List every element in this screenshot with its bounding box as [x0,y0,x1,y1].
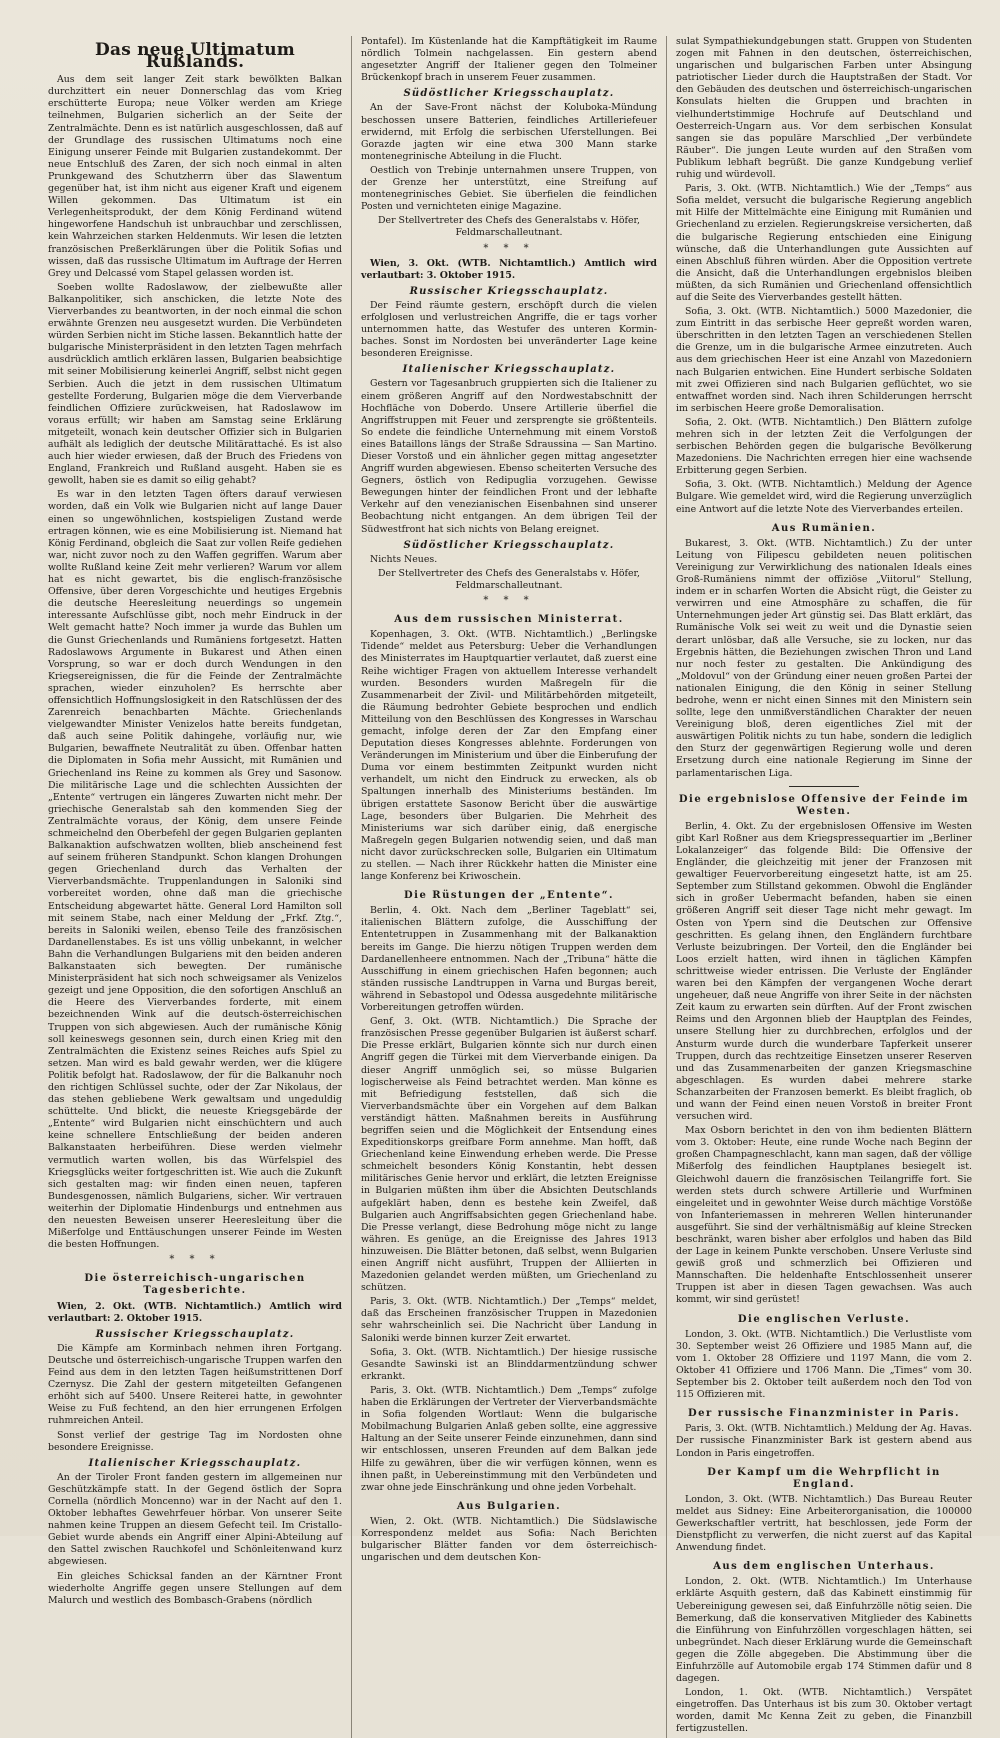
section-title: Der Kampf um die Wehrpflicht in England. [707,1466,941,1490]
paragraph: Sofia, 3. Okt. (WTB. Nichtamtlich.) Meldung der Agence Bulgare. Wie gemeldet wird, wird die Regierung unverzüglich eine Antwort auf die letzte Note des Vierverbandes erteilen. [676,479,972,515]
column-1 [48,36,342,1738]
paragraph: Ein gleiches Schicksal fanden an der Kärntner Front wiederholte Angriffe gegen unsere Stellungen auf dem Malurch und westlich des Bombasch-Grabens (nördlich [48,1570,342,1606]
signature-line: Der Stellvertreter des Chefs des Generalstabs v. Höfer, Feldmarschalleutnant. [378,567,640,591]
divider [789,786,859,787]
subsection-title: Italienischer Kriegsschauplatz. [402,364,616,376]
paragraph: Genf, 3. Okt. (WTB. Nichtamtlich.) Die Sprache der französischen Presse gegenüber Bulgarien ist äußerst scharf. Die Presse erklärt, Bulgarien könnte sich nur durch einen Angriff gegen die Türkei mit dem Vierverbande einigen. Da dieser Angriff unmöglich sei, so müsse Bulgarien logischerweise als Feind betrachtet werden. Man könne es mit Befriedigung feststellen, daß sich die Vierverbandsmächte über ein Vorgehen auf dem Balkan verständigt hätten. Maßnahmen bereits in Ausführung begriffen seien und die Möglichkeit der Entsendung eines Expeditionskorps greifbare Form annehme. Man hofft, daß Griechenland keine Einwendung erheben werde. Die Presse schmeichelt besonders König Konstantin, hebt dessen militärisches Genie hervor und erklärt, die letzten Ereignisse in Bulgarien müßten ihm über die Absichten Deutschlands aufgeklärt haben, denn es bestehe kein Zweifel, daß Bulgarien auch Angriffsabsichten gegen Griechenland habe. Die Presse verlangt, diese Bedrohung möge nicht zu lange währen. Es genüge, an die Ereignisse des Jahres 1913 hinzuweisen. Die Blätter betonen, daß selbst, wenn Bulgarien einen Angriff nicht ausführt, Truppen der Alliierten in Mazedonien gelandet werden müßten, um Griechenland zu schützen. [361,1016,657,1294]
signature-line: Der Stellvertreter des Chefs des Generalstabs v. Höfer, Feldmarschalleutnant. [378,215,640,239]
subsection-title: Russischer Kriegsschauplatz. [409,285,609,297]
separator-stars: * * * [483,242,535,254]
paragraph: Der Feind räumte gestern, erschöpft durch die vielen erfolglosen und verlustreichen Angriffe, die er tags vorher unternommen hatte, das Westufer des unteren Kormin-baches. Sonst im Nordosten bei unveränderter Lage keine besonderen Ereignisse. [361,299,657,360]
section-title: Die Rüstungen der „Entente“. [403,890,614,902]
section-title: Der russische Finanzminister in Paris. [687,1408,961,1420]
main-headline: Das neue Ultimatum Rußlands. [95,40,295,73]
paragraph: Max Osborn berichtet in den von ihm bedienten Blättern vom 3. Oktober: Heute, eine runde Woche nach Beginn der großen Champagneschlacht, kann man sagen, daß der völlige Mißerfolg des feindlichen Hauptplanes besiegelt ist. Gleichwohl dauern die französischen Teilangriffe fort. Sie werden stets durch schwere Artillerie und Wurfminen eingeleitet und in gewohnter Weise durch mächtige Vorstöße von Infanteriemassen in mehreren Wellen hinterunander ausgeführt. Sie sind der verhältnismäßig auf kleine Strecken beschränkt, waren bisher aber erfolglos und haben das Bild der Lage in keinem Punkte verschoben. Unsere Verluste sind gewiß groß und schmerzlich bei Offizieren und Mannschaften. Die heldenhafte Entschlossenheit unserer Truppen ist aber in diesen Tagen gewachsen. Was auch kommt, wir sind gerüstet! [676,1125,972,1306]
section-title: Die englischen Verluste. [737,1313,911,1325]
subsection-title: Russischer Kriegsschauplatz. [95,1328,295,1340]
paragraph: Oestlich von Trebinje unternahmen unsere Truppen, von der Grenze her unterstützt, eine Streifung auf montenegrinisches Gebiet. Sie überfielen die feindlichen Posten und vernichteten einige Magazine. [361,164,657,213]
paragraph: Sofia, 3. Okt. (WTB. Nichtamtlich.) Der hiesige russische Gesandte Sawinski ist an Blinddarmentzündung schwer erkrankt. [361,1346,657,1382]
subsection-title: Südöstlicher Kriegsschauplatz. [403,539,615,551]
paragraph: Paris, 3. Okt. (WTB. Nichtamtlich.) Wie der „Temps“ aus Sofia meldet, versucht die bulgarische Regierung angeblich mit Hilfe der Mittelmächte eine Einigung mit Rumänien und Griechenland zu erzielen. Regierungskreise versicherten, daß die bulgarische Regierung entschieden eine Einigung wünsche, daß die Unterhandlungen gute Aussichten auf einen Abschluß führen würden. Aber die Opposition vertrete die Ansicht, daß die Unterhandlungen ergebnislos bleiben müßten, da sich Rumänien und Griechenland offensichtlich auf die Seite des Vierverbandes gestellt hätten. [676,183,972,303]
paragraph: Sofia, 2. Okt. (WTB. Nichtamtlich.) Den Blättern zufolge mehren sich in der letzten Zeit die Verfolgungen der serbischen Behörden gegen die bulgarische Bevölkerung Mazedoniens. Die Nachrichten erregen hier eine wachsende Erbitterung gegen Serbien. [676,416,972,477]
subsection-title: Südöstlicher Kriegsschauplatz. [403,88,615,100]
paragraph: Sofia, 3. Okt. (WTB. Nichtamtlich.) 5000 Mazedonier, die zum Eintritt in das serbische Heer gepreßt worden waren, überschritten in den letzten Tagen an verschiedenen Stellen die Grenze, um in die bulgarische Armee einzutreten. Auch aus dem griechischen Heer ist eine Anzahl von Mazedoniern nach Bulgarien entwichen. Eine Hundert serbische Soldaten mit zwei Offizieren sind nach Bulgarien geflüchtet, wo sie entwaffnet worden sind. Nach ihren Schilderungen herrscht im serbischen Heere große Demoralisation. [676,306,972,414]
subsection-title: Italienischer Kriegsschauplatz. [88,1457,302,1469]
column-layout [48,36,978,1735]
paragraph: An der Tiroler Front fanden gestern im allgemeinen nur Geschützkämpfe statt. In der Gegend östlich der Sopra Cornella (nördlich Moncenno) war in der Nacht auf den 1. Oktober lebhaftes Gewehrfeuer hörbar. Von unserer Seite nahmen keine Truppen an diesem Gefecht teil. Im Cristallo-Gebiet wurde abends ein Angriff einer Alpini-Abteilung auf den Sattel zwischen Rauchkofel und Schönleitenwand kurz abgewiesen. [48,1471,342,1568]
paragraph: London, 1. Okt. (WTB. Nichtamtlich.) Verspätet eingetroffen. Das Unterhaus ist bis zum 30. Oktober vertagt worden, damit Mc Kenna Zeit zu geben, die Finanzbill fertigzustellen. [676,1687,972,1735]
column-rule [666,36,667,1738]
dateline: Wien, 2. Okt. (WTB. Nichtamtlich.) Amtlich wird verlautbart: 2. Oktober 1915. [48,1300,342,1324]
section-title: Aus Rumänien. [771,522,877,534]
section-title: Die österreichisch-ungarischen Tagesberichte. [84,1273,306,1297]
section-title: Aus dem englischen Unterhaus. [713,1561,935,1573]
column-3 [676,36,972,1738]
paragraph: London, 2. Okt. (WTB. Nichtamtlich.) Im Unterhause erklärte Asquith gestern, daß das Kabinett einstimmig für Uebereinigung gewesen sei, daß Einfuhrzölle nötig seien. Die Bemerkung, daß die konservativen Mitglieder des Kabinetts die Einführung von Einfuhrzöllen vorgeschlagen hätten, sei unbegründet. Nach dieser Erklärung wurde die Gemeinschaft gegen die Zölle abgegeben. Die Abstimmung über die Einfuhrzölle auf Automobile ergab 174 Stimmen dafür und 8 dagegen. [676,1576,972,1685]
section-title: Aus dem russischen Ministerrat. [394,614,624,626]
paragraph: Nichts Neues. [370,553,438,565]
paragraph: Paris, 3. Okt. (WTB. Nichtamtlich.) Der „Temps“ meldet, daß das Erscheinen französischer Truppen in Mazedonien sehr wahrscheinlich sei. Die Nachricht über Landung in Saloniki werde binnen kurzer Zeit erwartet. [361,1296,657,1344]
paragraph: Pontafel). Im Küstenlande hat die Kampftätigkeit im Raume nördlich Tolmein nachgelassen. Ein gestern abend angesetzter Angriff der Italiener gegen den Tolmeiner Brückenkopf brach in unserem Feuer zusammen. [361,36,657,84]
paragraph: Kopenhagen, 3. Okt. (WTB. Nichtamtlich.) „Berlingske Tidende“ meldet aus Petersburg: Ueber die Verhandlungen des Ministerrates im Hauptquartier verlautet, daß zuerst eine Reihe wichtiger Fragen von aktuellem Interesse verhandelt wurden. Besonders wurden Maßregeln für die Zusammenarbeit der Zivil- und Militärbehörden mitgeteilt, die Räumung bedrohter Gebiete besprochen und endlich Mitteilung von den Beschlüssen des Kongresses in Warschau gemacht, infolge deren der Zar den Empfang einer Deputation dieses Kongresses ablehnte. Forderungen von Veränderungen im Ministerium und über die Einberufung der Duma vor einem bestimmten Zeitpunkt wurden nicht verhandelt, um nicht den Eindruck zu erwecken, als ob Spaltungen innerhalb des Ministeriums beständen. Im übrigen erstattete Sasonow Bericht über die auswärtige Lage, besonders über Bulgarien. Die Mehrheit des Ministeriums war sich darüber einig, daß energische Maßregeln gegen Bulgarien notwendig seien, und daß man nicht davor zurückschrecken solle, Bulgarien ein Ultimatum zu stellen. — Nach ihrer Rückkehr hatten die Minister eine lange Konferenz bei Kriwoschein. [361,629,657,883]
paragraph: London, 3. Okt. (WTB. Nichtamtlich.) Die Verlustliste vom 30. September weist 26 Offiziere und 1985 Mann auf, die vom 1. Oktober 28 Offiziere und 1197 Mann, die vom 2. Oktober 41 Offiziere und 1706 Mann. Die „Times“ vom 30. September bis 2. Oktober teilt außerdem noch den Tod von 115 Offizieren mit. [676,1328,972,1401]
section-title: Aus Bulgarien. [456,1500,562,1512]
separator-stars: * * * [169,1254,221,1266]
section-title: Die ergebnislose Offensive der Feinde im Westen. [678,793,970,817]
paragraph: sulat Sympathiekundgebungen statt. Gruppen von Studenten zogen mit Fahnen in den deutschen, österreichischen, ungarischen und bulgarischen Farben unter Absingung patriotischer Lieder durch die Hauptstraßen der Stadt. Vor den Gebäuden des deutschen und österreichisch-ungarischen Konsulats hielten die Gruppen und brachten in vielhundertstimmige Hochrufe auf Deutschland und Oesterreich-Ungarn aus. Vor dem serbischen Konsulat sangen sie das populäre Marschlied „Der verbündete Räuber“. Die jungen Leute wurden auf den Straßen vom Publikum lebhaft begrüßt. Die ganze Kundgebung verlief ruhig und würdevoll. [676,36,972,181]
paragraph: Gestern vor Tagesanbruch gruppierten sich die Italiener zu einem größeren Angriff auf den Nordwestabschnitt der Hochfläche von Doberdo. Unsere Artillerie überfiel die Angriffstruppen mit Feuer und zersprengte sie größtenteils. So endete die feindliche Unternehmung mit einem Vorstoß eines Bataillons längs der Straße Sdraussina — San Martino. Dieser Vorstoß und ein ähnlicher gegen mittag angesetzter Angriff wurden abgewiesen. Ebenso scheiterten Versuche des Gegners, östlich von Redipuglia vorzugehen. Gewisse Bewegungen hinter der feindlichen Front und der lebhafte Verkehr auf den venezianischen Eisenbahnen sind unserer Beobachtung nicht entgangen. An dem übrigen Teil der Südwestfront hat sich nichts von Belang ereignet. [361,378,657,535]
paragraph: Aus dem seit langer Zeit stark bewölkten Balkan durchzittert ein neuer Donnerschlag das vom Krieg erschütterte Europa; neue Völker werden am Kriege teilnehmen, Bulgarien sicherlich an der Seite der Zentralmächte. Denn es ist natürlich ausgeschlossen, daß auf der Grundlage des russischen Ultimatums noch eine Einigung unserer Feinde mit Bulgarien zustandekommt. Der neue Entschluß des Zaren, der sich noch einmal in alten Prunkgewand des Schutzherrn über das Slawentum gegenüber hat, ist ihm nicht aus eigener Kraft und eigenem Willen gekommen. Das Ultimatum ist ein Verlegenheitsprodukt, der dem König Ferdinand wütend hingeworfene Handschuh ist unbrauchbar und zerschlissen, kein Wahrzeichen starken Heldenmuts. Wir lesen die letzten französischen Preßerklärungen über die Politik Sofias und wissen, daß das russische Ultimatum im Auftrage der Herren Grey und Delcassé vom Stapel gelassen worden ist. [48,74,343,279]
paragraph: Paris, 3. Okt. (WTB. Nichtamtlich.) Meldung der Ag. Havas. Der russische Finanzminister Bark ist gestern abend aus London in Paris eingetroffen. [676,1423,972,1459]
column-rule [351,36,352,1738]
paragraph: Die Kämpfe am Korminbach nehmen ihren Fortgang. Deutsche und österreichisch-ungarische Truppen warfen den Feind aus dem in den letzten Tagen heißumstrittenen Dorf Czernysz. Die Zahl der gestern mitgeteilten Gefangenen erhöht sich auf 5400. Unsere Reiterei hatte, in gewohnter Weise zu Fuß fechtend, an den hier errungenen Erfolgen ruhmreichen Anteil. [48,1342,342,1427]
paragraph: London, 3. Okt. (WTB. Nichtamtlich.) Das Bureau Reuter meldet aus Sidney: Eine Arbeiterorganisation, die 100000 Gewerkschaftler vertritt, hat beschlossen, jede Form der Dienstpflicht zu verwerfen, die nicht zuerst auf das Kapital Anwendung findet. [676,1493,972,1554]
column-2 [361,36,657,1738]
paragraph: Sonst verlief der gestrige Tag im Nordosten ohne besondere Ereignisse. [48,1429,342,1453]
paragraph: Es war in den letzten Tagen öfters darauf verwiesen worden, daß ein Volk wie Bulgarien nicht auf lange Dauer einen so ungewöhnlichen, kostspieligen Zustand werde ertragen können, wie es eine Mobilisierung ist. Niemand hat König Ferdinand, obgleich die Saat zur vollen Reife gediehen war, nicht zuvor noch zu den Waffen gegriffen. Warum aber wollte Rußland keine Zeit mehr verlieren? Warum vor allem hat es nicht gewartet, bis die englisch-französische Offensive, über deren Vorgeschichte und heutiges Ergebnis die deutsche Heeresleitung neuerdings so ungemein interessante Aufschlüsse gibt, noch mehr Eindruck in der Welt gemacht hatte? Noch immer ja wurde das Buhlen um die Gunst Griechenlands und Rumäniens fortgesetzt. Hatten Radoslawows Argumente in Bukarest und Athen einen Vorsprung, so war er doch durch Wendungen in den Kriegsereignissen, die für die Feinde der Zentralmächte sprachen, wieder einzuholen? Es herrschte aber offensichtlich Hoffnungslosigkeit in den Ratschlüssen der des Zarenreich benachbarten Mächte. Griechenlands vielgewandter Minister Venizelos hatte bereits fundgetan, daß auch seine Politik dahingehe, vorläufig nur, wie Bulgarien, bewaffnete Neutralität zu üben. Offenbar hatten die Diplomaten in Sofia mehr Aussicht, mit Rumänien und Griechenland ins Reine zu kommen als Grey und Sasonow. Die militärische Lage und die schlechten Aussichten der „Entente“ vertrugen ein längeres Zuwarten nicht mehr. Der griechische Generalstab sah den kommenden Sieg der Zentralmächte voraus, der König, dem unsere Feinde schmeichelnd den Oberbefehl der gegen Bulgarien geplanten Balkanaktion aufschwatzen wollten, blieb anscheinend fest auf seinem früheren Standpunkt. Schon klangen Drohungen gegen Griechenland durch das Verhalten der Vierverbandsmächte. Truppenlandungen in Saloniki sind vorbereitet worden, ohne daß man die griechische Entscheidung abgewartet hätte. General Lord Hamilton soll mit seinem Stabe, nach einer Meldung der „Frkf. Ztg.“, bereits in Saloniki weilen, ebenso Teile des französischen Dardanellenstabes. Es ist uns völlig unbekannt, in welcher Bahn die Verhandlungen Bulgariens mit den beiden anderen Balkanstaaten sich bewegten. Der rumänische Ministerpräsident hat sich noch schweigsamer als Venizelos gezeigt und jene Opposition, die den sofortigen Anschluß an die Heere des Vierverbandes forderte, mit einem bezeichnenden Wink auf die deutsch-österreichischen Truppen von sich abgewiesen. Auch der rumänische König soll keineswegs gesonnen sein, durch einen Krieg mit den Zentralmächten die Existenz seines Reiches aufs Spiel zu setzen. Man wird es bald gewahr werden, wer die klügere Politik befolgt hat. Radoslawow, der für die Balkanuhr noch den richtigen Schlüssel suchte, oder der Zar Nikolaus, der das stehen gebliebene Werk gewaltsam und ungeduldig schüttelte. Und blickt, die neueste Kriegsgebärde der „Entente“ wird Bulgarien nicht einschüchtern und auch keine schnellere Entschließung der beiden anderen Balkanstaaten herbeiführen. Diese werden vielmehr vermutlich warten wollen, bis das Würfelspiel des Kriegsglücks weiter fortgeschritten ist. Wie auch die Zukunft sich gestalten mag: wir finden einen neuen, tapferen Bundesgenossen, nämlich Bulgariens, sicher. Wir vertrauen weiterhin der Diplomatie Hindenburgs und entnehmen aus den neuesten Beweisen unserer Heeresleitung über die Mißerfolge und Enttäuschungen unserer Feinde im Westen die besten Hoffnungen. [48,489,342,1251]
paragraph: Bukarest, 3. Okt. (WTB. Nichtamtlich.) Zu der unter Leitung von Filipescu gebildeten neuen politischen Vereinigung zur Verwirklichung des nationalen Ideals eines Groß-Rumäniens nimmt der offiziöse „Viitorul“ Stellung, indem er in scharfen Worten die Absicht rügt, die Geister zu verwirren und eine Atmosphäre zu schaffen, die für Unternehmungen jeder Art günstig sei. Das Blatt erklärt, das Rumänische Volk sei weit zu weit und die Dynastie seien derart unlösbar, daß alle Versuche, sie zu locken, nur das Ergebnis hätten, die Beziehungen zwischen Thron und Land nur noch fester zu gestalten. Die Ankündigung des „Moldovul“ von der Gründung einer neuen großen Partei der nationalen Einigung, die den König in seiner Stellung bedrohe, wenn er nicht einen Sinnes mit den Ministern sein sollte, lege den unmißverständlichen Charakter der neuen Vereinigung bloß, deren eigentliches Ziel mit der auswärtigen Politik nichts zu tun habe, sondern die lediglich den Sturz der gegenwärtigen Regierung wolle und deren Ersetzung durch eine nationale Regierung im Sinne der parlamentarischen Liga. [676,537,972,779]
paragraph: Paris, 3. Okt. (WTB. Nichtamtlich.) Dem „Temps“ zufolge haben die Erklärungen der Vertreter der Vierverbandsmächte in Sofia folgenden Wortlaut: Wenn die bulgarische Mobilmachung Bulgarien Anlaß geben sollte, eine aggressive Haltung an der Seite unserer Feinde einzunehmen, dann sind wir entschlossen, unseren Freunden auf dem Balkan jede Hilfe zu gewähren, über die wir verfügen können, wenn es ihnen paßt, in Uebereinstimmung mit den Verbündeten und zwar ohne jede Einschränkung und ohne jeden Vorbehalt. [361,1384,657,1493]
dateline: Wien, 3. Okt. (WTB. Nichtamtlich.) Amtlich wird verlautbart: 3. Oktober 1915. [361,257,657,281]
paragraph: Berlin, 4. Okt. Nach dem „Berliner Tageblatt“ sei, italienischen Blättern zufolge, die Ausschiffung der Ententetruppen in Zusammenhang mit der Balkanaktion bereits im Gange. Die hierzu nötigen Truppen werden dem Dardanellenheere entnommen. Nach der „Tribuna“ hätte die Ausschiffung in einem griechischen Hafen begonnen; auch ständen russische Landtruppen in Varna und Burgas bereit, während in Sebastopol und Odessa ausgedehnte militärische Vorbereitungen getroffen würden. [361,905,657,1014]
separator-stars: * * * [483,595,535,607]
paragraph: An der Save-Front nächst der Koluboka-Mündung beschossen unsere Batterien, feindliches Artilleriefeuer erwidernd, mit Erfolg die serbischen Uferstellungen. Bei Gorazde jagten wir eine etwa 300 Mann starke montenegrinische Abteilung in die Flucht. [361,102,657,162]
paragraph: Wien, 2. Okt. (WTB. Nichtamtlich.) Die Südslawische Korrespondenz meldet aus Sofia: Nach Berichten bulgarischer Blätter fanden vor dem österreichisch-ungarischen und dem deutschen Kon- [361,1515,657,1564]
paragraph: Berlin, 4. Okt. Zu der ergebnislosen Offensive im Westen gibt Karl Roßner aus dem Kriegspressequartier im „Berliner Lokalanzeiger“ das folgende Bild: Die Offensive der Engländer, die gleichzeitig mit jener der Franzosen mit gewaltiger Feuervorbereitung eingesetzt hatte, ist am 25. September zum Stillstand gekommen. Obwohl die Engländer sich in großer Uebermacht befanden, haben sie einen größeren Angriff seit dieser Tage nicht mehr gewagt. Im Osten von Ypern sind die Deutschen zur Offensive geschritten. Es gelang ihnen, den Engländern furchtbare Verluste beizubringen. Der Vorteil, den die Engländer bei Loos erzielt hatten, wird ihnen in täglichen Kämpfen schrittweise wieder entrissen. Die Verluste der Engländer waren bei den Kämpfen der vergangenen Woche derart ungeheuer, daß neue Angriffe von ihrer Seite in der nächsten Zeit kaum zu erwarten sein dürften. Auf der Front zwischen Reims und den Argonnen blieb der Hauptplan des Feindes, unsere Stellung hier zu durchbrechen, erfolglos und der Ansturm wurde durch die wunderbare Tapferkeit unserer Truppen, durch das rechtzeitige Einsetzen unserer Reserven und das Zusammenarbeiten der ganzen Kriegsmaschine abgeschlagen. Es wurden dabei mehrere starke Schanzarbeiten der Franzosen bemerkt. Es bleibt fraglich, ob und wann der Feind einen neuen Vorstoß in breiter Front versuchen wird. [676,820,972,1123]
paragraph: Soeben wollte Radoslawow, der zielbewußte aller Balkanpolitiker, sich anschicken, die letzte Note des Vierverbandes zu beantworten, in der noch einmal die schon erwähnte Grenzen neu ausgesetzt wurden. Die Verbündeten würden Serbien nicht im Stiche lassen. Bekanntlich hatte der bulgarische Ministerpräsident in den letzten Tagen mehrfach ausdrücklich amtlich erklären lassen, Bulgarien beabsichtige mit seiner Mobilisierung keinerlei Angriff, selbst nicht gegen Serbien. Auch die jetzt in dem russischen Ultimatum gestellte Forderung, Bulgarien möge die dem Vierverbande feindlichen Offiziere zurückweisen, hat Radoslawow im voraus erfüllt; wir haben am Samstag seine Erklärung mitgeteilt, wonach kein deutscher Offizier sich in Bulgarien aufhält als lediglich der deutsche Militärattaché. Es ist also auch hier wieder erwiesen, daß der Bruch des Friedens von England, Frankreich und Rußland ausgeht. Haben sie es gewollt, haben sie es damit so eilig gehabt? [48,281,342,487]
